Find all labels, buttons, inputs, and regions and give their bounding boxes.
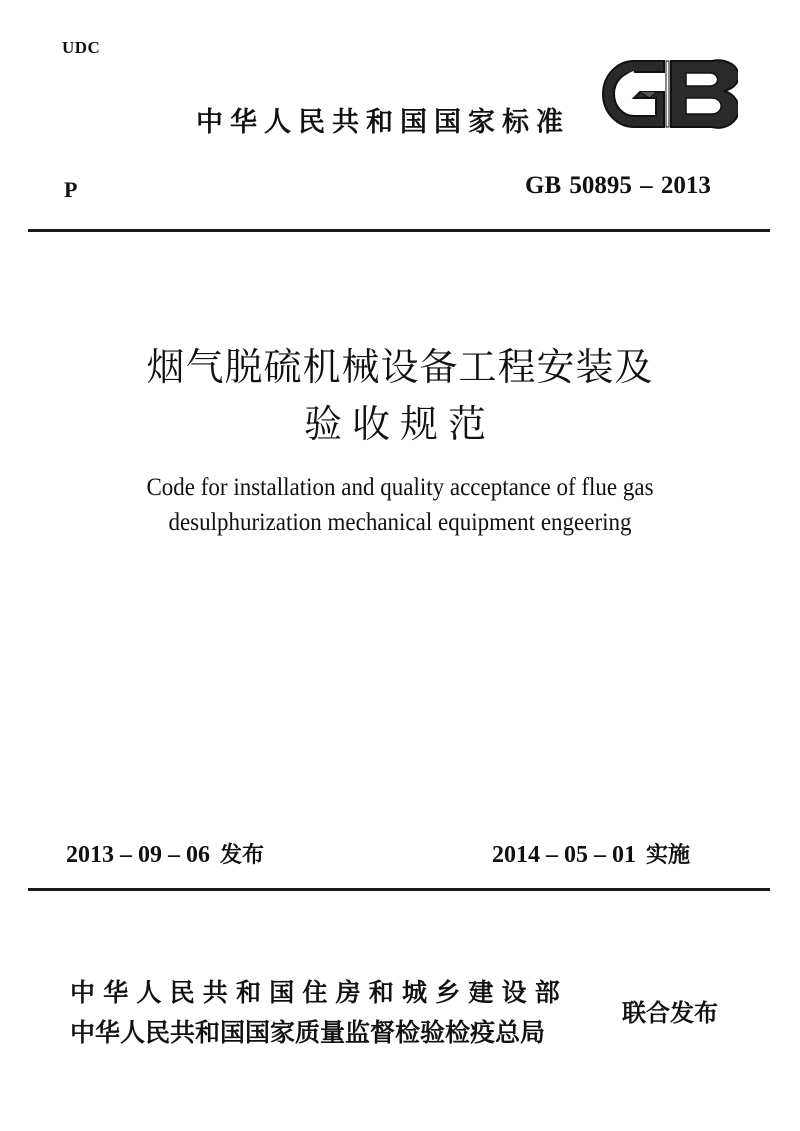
title-english-line2: desulphurization mechanical equipment engeering — [168, 509, 632, 536]
classification-code: P — [64, 177, 78, 202]
issue-date-value: 2013 – 09 – 06 — [66, 842, 210, 868]
title-chinese-line2: 验收规范 — [303, 402, 496, 446]
title-chinese-line1: 烟气脱硫机械设备工程安装及 — [146, 345, 654, 389]
implementation-date-value: 2014 – 05 – 01 — [492, 842, 636, 868]
issue-date — [66, 838, 264, 869]
standard-number: GB 50895 – 2013 — [525, 172, 711, 199]
implementation-label: 实施 — [646, 843, 691, 868]
divider-bottom — [28, 888, 770, 891]
issuer-ministry-housing: 中华人民共和国住房和城乡建设部 — [70, 978, 569, 1007]
udc-label: UDC — [62, 38, 101, 57]
implementation-date — [492, 838, 690, 869]
divider-top — [28, 229, 770, 232]
title-english-line1: Code for installation and quality acceptance of flue gas — [146, 474, 654, 501]
joint-issue-label: 联合发布 — [622, 999, 718, 1027]
issuer-quality-supervision: 中华人民共和国国家质量监督检验检疫总局 — [70, 1018, 546, 1047]
issue-label: 发布 — [220, 843, 265, 868]
gb-logo-icon — [600, 58, 738, 130]
national-standard-heading: 中华人民共和国国家标准 — [196, 107, 570, 138]
